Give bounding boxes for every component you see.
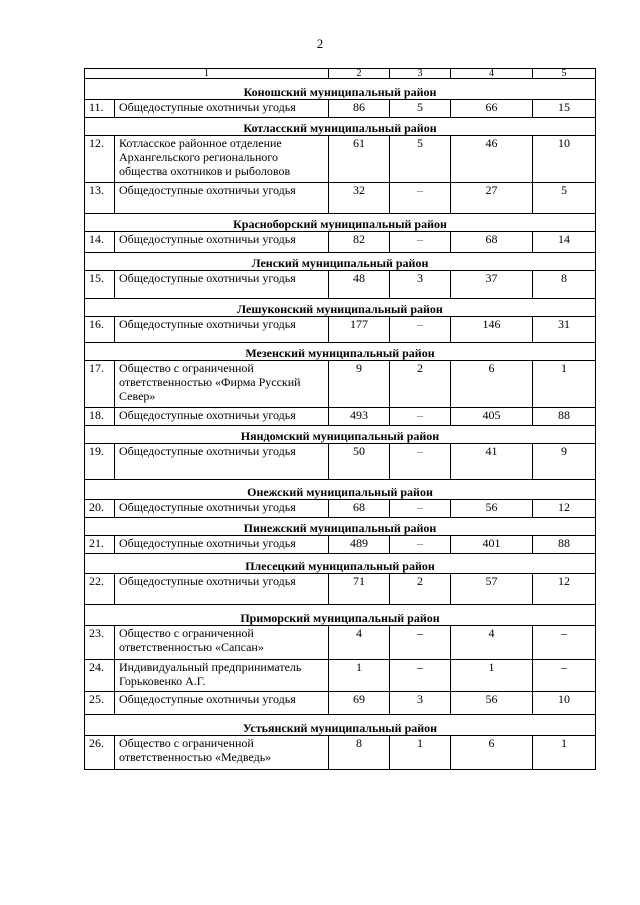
- value-col-2: 1: [329, 660, 390, 692]
- hunting-ground-name: Общедоступные охотничьи угодья: [115, 271, 329, 299]
- value-col-3: 3: [390, 692, 451, 715]
- value-col-2: 61: [329, 136, 390, 183]
- table-row: [85, 232, 596, 253]
- value-col-5: 88: [533, 536, 596, 554]
- value-col-4: 6: [451, 361, 533, 408]
- district-header-row: [85, 480, 596, 500]
- district-name: Мезенский муниципальный район: [85, 343, 596, 361]
- value-col-2: 8: [329, 736, 390, 770]
- value-col-5: 5: [533, 183, 596, 214]
- hunting-ground-name: Общедоступные охотничьи угодья: [115, 408, 329, 426]
- value-col-3: –: [390, 183, 451, 214]
- value-col-2: 9: [329, 361, 390, 408]
- row-number: 26.: [85, 736, 115, 770]
- row-number: 23.: [85, 626, 115, 660]
- table-row: [85, 361, 596, 408]
- value-col-4: 56: [451, 692, 533, 715]
- hunting-ground-name: Индивидуальный предприниматель Горьковенко А.Г.: [115, 660, 329, 692]
- value-col-4: 68: [451, 232, 533, 253]
- row-number: 20.: [85, 500, 115, 518]
- hunting-ground-name: Общество с ограниченной ответственностью «Медведь»: [115, 736, 329, 770]
- row-number: 12.: [85, 136, 115, 183]
- value-col-2: 32: [329, 183, 390, 214]
- row-number: 17.: [85, 361, 115, 408]
- table-row: [85, 444, 596, 480]
- value-col-3: –: [390, 408, 451, 426]
- value-col-3: –: [390, 317, 451, 343]
- value-col-3: –: [390, 660, 451, 692]
- value-col-2: 50: [329, 444, 390, 480]
- value-col-5: 15: [533, 100, 596, 118]
- value-col-2: 493: [329, 408, 390, 426]
- district-name: Коношский муниципальный район: [85, 79, 596, 100]
- table-row: [85, 317, 596, 343]
- row-number: 16.: [85, 317, 115, 343]
- district-header-row: [85, 554, 596, 574]
- table-row: [85, 271, 596, 299]
- value-col-2: 4: [329, 626, 390, 660]
- hunting-ground-name: Общедоступные охотничьи угодья: [115, 317, 329, 343]
- hunting-ground-name: Общедоступные охотничьи угодья: [115, 100, 329, 118]
- value-col-4: 56: [451, 500, 533, 518]
- value-col-4: 146: [451, 317, 533, 343]
- row-number: 25.: [85, 692, 115, 715]
- hunting-ground-name: Общедоступные охотничьи угодья: [115, 183, 329, 214]
- value-col-3: 2: [390, 361, 451, 408]
- district-name: Плесецкий муниципальный район: [85, 554, 596, 574]
- value-col-4: 41: [451, 444, 533, 480]
- column-number-5: 5: [533, 69, 596, 79]
- row-number: 14.: [85, 232, 115, 253]
- district-name: Котласский муниципальный район: [85, 118, 596, 136]
- column-number-3: 3: [390, 69, 451, 79]
- row-number: 22.: [85, 574, 115, 605]
- value-col-3: 2: [390, 574, 451, 605]
- value-col-5: 12: [533, 500, 596, 518]
- table-row: [85, 100, 596, 118]
- district-name: Лешуконский муниципальный район: [85, 299, 596, 317]
- column-number-4: 4: [451, 69, 533, 79]
- table-row: [85, 692, 596, 715]
- district-header-row: [85, 299, 596, 317]
- value-col-5: 12: [533, 574, 596, 605]
- row-number: 24.: [85, 660, 115, 692]
- hunting-ground-name: Общедоступные охотничьи угодья: [115, 444, 329, 480]
- page-number: 2: [316, 36, 324, 51]
- value-col-2: 86: [329, 100, 390, 118]
- hunting-ground-name: Общедоступные охотничьи угодья: [115, 692, 329, 715]
- row-number: 18.: [85, 408, 115, 426]
- district-header-row: [85, 253, 596, 271]
- value-col-4: 27: [451, 183, 533, 214]
- table-row: [85, 536, 596, 554]
- district-header-row: [85, 343, 596, 361]
- value-col-5: 14: [533, 232, 596, 253]
- value-col-4: 4: [451, 626, 533, 660]
- value-col-5: 10: [533, 136, 596, 183]
- district-header-row: [85, 79, 596, 100]
- column-number-row: [85, 69, 596, 79]
- district-name: Онежский муниципальный район: [85, 480, 596, 500]
- row-number: 15.: [85, 271, 115, 299]
- district-name: Красноборский муниципальный район: [85, 214, 596, 232]
- value-col-3: –: [390, 232, 451, 253]
- row-number: 13.: [85, 183, 115, 214]
- hunting-grounds-table: [84, 68, 596, 770]
- district-header-row: [85, 214, 596, 232]
- table-body: [85, 69, 596, 770]
- hunting-ground-name: Общедоступные охотничьи угодья: [115, 500, 329, 518]
- district-name: Приморский муниципальный район: [85, 605, 596, 626]
- hunting-ground-name: Общедоступные охотничьи угодья: [115, 536, 329, 554]
- value-col-2: 177: [329, 317, 390, 343]
- district-header-row: [85, 605, 596, 626]
- hunting-ground-name: Общедоступные охотничьи угодья: [115, 232, 329, 253]
- hunting-ground-name: Общество с ограниченной ответственностью «Сапсан»: [115, 626, 329, 660]
- value-col-3: 5: [390, 136, 451, 183]
- table-row: [85, 736, 596, 770]
- district-name: Пинежский муниципальный район: [85, 518, 596, 536]
- hunting-ground-name: Общество с ограниченной ответственностью «Фирма Русский Север»: [115, 361, 329, 408]
- table-row: [85, 408, 596, 426]
- table-row: [85, 626, 596, 660]
- value-col-5: 1: [533, 736, 596, 770]
- value-col-2: 489: [329, 536, 390, 554]
- value-col-5: –: [533, 626, 596, 660]
- table-row: [85, 500, 596, 518]
- hunting-ground-name: Общедоступные охотничьи угодья: [115, 574, 329, 605]
- table-row: [85, 660, 596, 692]
- district-name: Няндомский муниципальный район: [85, 426, 596, 444]
- value-col-5: 88: [533, 408, 596, 426]
- value-col-5: 1: [533, 361, 596, 408]
- value-col-4: 66: [451, 100, 533, 118]
- value-col-5: 31: [533, 317, 596, 343]
- row-number: 19.: [85, 444, 115, 480]
- value-col-5: –: [533, 660, 596, 692]
- value-col-4: 46: [451, 136, 533, 183]
- value-col-3: –: [390, 444, 451, 480]
- row-number: 21.: [85, 536, 115, 554]
- value-col-3: –: [390, 536, 451, 554]
- column-number-2: 2: [329, 69, 390, 79]
- district-header-row: [85, 715, 596, 736]
- row-number: 11.: [85, 100, 115, 118]
- hunting-ground-name: Котласское районное отделение Архангельского регионального общества охотников и рыболовов: [115, 136, 329, 183]
- value-col-5: 10: [533, 692, 596, 715]
- value-col-2: 71: [329, 574, 390, 605]
- value-col-3: 1: [390, 736, 451, 770]
- value-col-3: –: [390, 500, 451, 518]
- table-row: [85, 183, 596, 214]
- district-header-row: [85, 518, 596, 536]
- value-col-4: 401: [451, 536, 533, 554]
- value-col-4: 37: [451, 271, 533, 299]
- value-col-2: 69: [329, 692, 390, 715]
- value-col-4: 1: [451, 660, 533, 692]
- value-col-4: 6: [451, 736, 533, 770]
- value-col-4: 405: [451, 408, 533, 426]
- table-row: [85, 136, 596, 183]
- column-number-1: 1: [85, 69, 329, 79]
- district-name: Устьянский муниципальный район: [85, 715, 596, 736]
- value-col-2: 82: [329, 232, 390, 253]
- value-col-2: 68: [329, 500, 390, 518]
- district-header-row: [85, 118, 596, 136]
- value-col-3: 3: [390, 271, 451, 299]
- value-col-3: 5: [390, 100, 451, 118]
- value-col-3: –: [390, 626, 451, 660]
- table-row: [85, 574, 596, 605]
- value-col-2: 48: [329, 271, 390, 299]
- value-col-5: 9: [533, 444, 596, 480]
- district-header-row: [85, 426, 596, 444]
- district-name: Ленский муниципальный район: [85, 253, 596, 271]
- value-col-4: 57: [451, 574, 533, 605]
- value-col-5: 8: [533, 271, 596, 299]
